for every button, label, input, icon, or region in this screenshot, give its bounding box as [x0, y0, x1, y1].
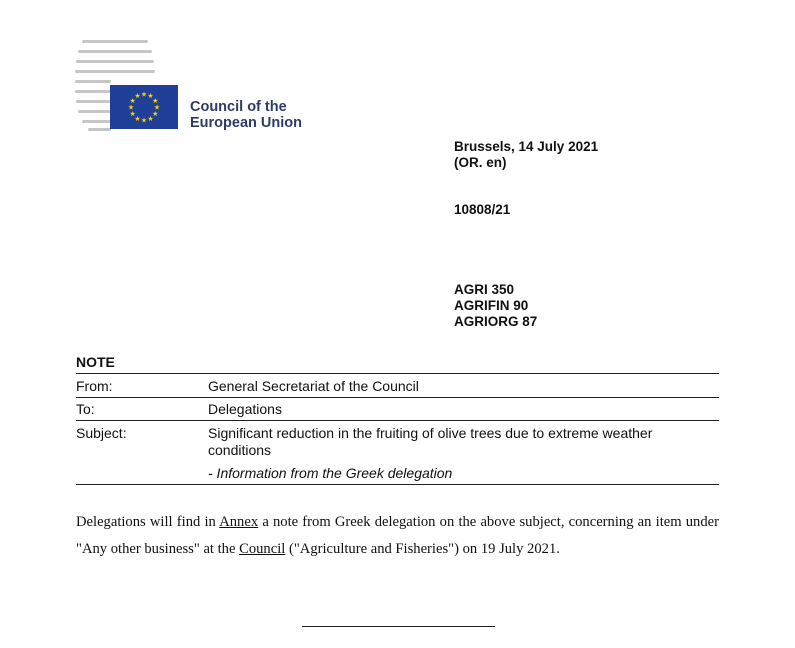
logo-stripe [78, 50, 152, 53]
star-icon: ★ [129, 98, 136, 105]
logo-stripe [76, 100, 111, 103]
logo-stripe [82, 120, 111, 123]
star-icon: ★ [127, 104, 135, 112]
star-icon: ★ [152, 111, 159, 118]
subject-note: - Information from the Greek delegation [208, 465, 453, 481]
body-text: a note from Greek delegation on the above subject, concerning an item under "Any other business" at the [76, 514, 719, 557]
logo-stripe [75, 70, 155, 73]
logo-stripe [75, 80, 111, 83]
logo-stripe [75, 90, 111, 93]
star-icon: ★ [153, 104, 161, 112]
logo-stripe [82, 40, 148, 43]
from-label: From: [76, 378, 113, 394]
document-date: Brussels, 14 July 2021 [454, 139, 599, 154]
document-codes [454, 282, 537, 330]
body-text: ("Agriculture and Fisheries") on 19 July 2021. [285, 541, 560, 557]
document-code: AGRIFIN 90 [454, 298, 529, 313]
star-icon: ★ [147, 93, 154, 101]
star-icon: ★ [134, 115, 141, 123]
original-language: (OR. en) [454, 155, 507, 170]
star-icon: ★ [140, 91, 148, 99]
to-label: To: [76, 401, 95, 417]
from-value: General Secretariat of the Council [208, 378, 419, 394]
document-code: AGRIORG 87 [454, 314, 538, 329]
organization-name-line1: Council of the [190, 99, 287, 115]
star-icon: ★ [147, 115, 154, 123]
logo-stripe [88, 128, 111, 131]
eu-flag-icon [110, 85, 178, 129]
star-icon: ★ [129, 111, 136, 118]
body-paragraph [76, 509, 719, 563]
star-icon: ★ [134, 93, 141, 101]
table-divider [76, 373, 719, 374]
note-title: NOTE [76, 354, 115, 370]
logo-stripe [78, 110, 111, 113]
document-number: 10808/21 [454, 202, 511, 217]
subject-value: Significant reduction in the fruiting of olive trees due to extreme weather conditions [208, 425, 653, 458]
logo-stripe [76, 60, 154, 63]
subject-label: Subject: [76, 425, 127, 441]
organization-name [190, 99, 302, 131]
table-divider [76, 397, 719, 398]
date-block [454, 139, 598, 171]
document-code: AGRI 350 [454, 282, 515, 297]
star-icon: ★ [152, 98, 159, 105]
end-rule [302, 626, 495, 627]
body-text: Delegations will find in [76, 514, 220, 530]
to-value: Delegations [208, 401, 282, 417]
table-divider [76, 484, 719, 485]
organization-name-line2: European Union [190, 115, 302, 131]
table-divider [76, 420, 719, 421]
annex-link[interactable]: Annex [219, 514, 259, 530]
council-link[interactable]: Council [239, 541, 286, 557]
star-icon: ★ [140, 117, 148, 125]
